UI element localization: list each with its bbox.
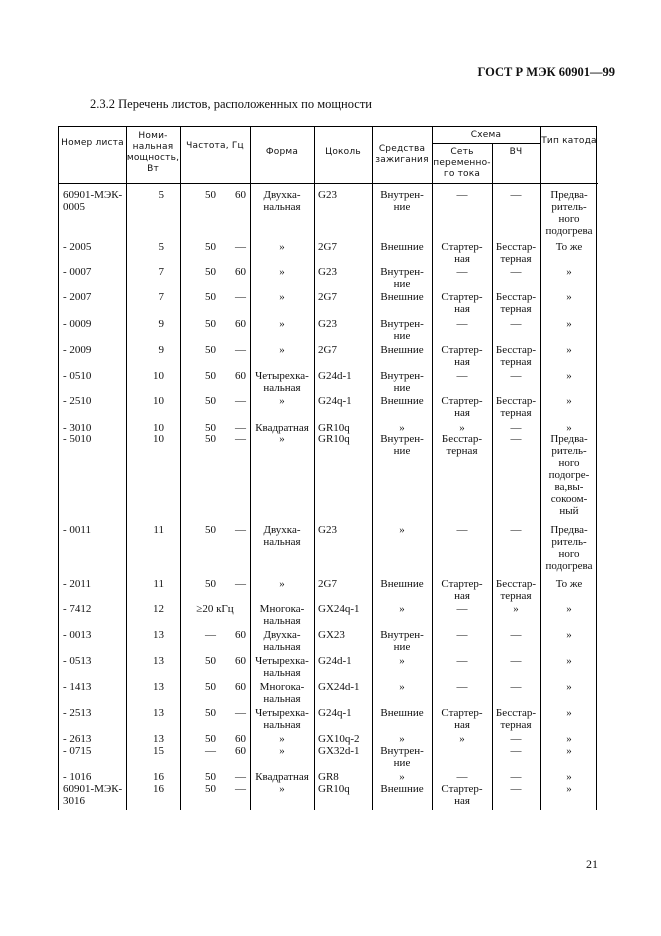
cell-sheet: 60901-МЭК- 0005 xyxy=(63,189,123,213)
cell-ac: Стартер- ная xyxy=(441,344,483,368)
cell-hf: — xyxy=(510,771,522,783)
cell-base: 2G7 xyxy=(318,241,337,253)
cell-form: Двухка- нальная xyxy=(263,189,301,213)
cell-sheet: - 2613 xyxy=(63,733,92,745)
cell-form: Многока- нальная xyxy=(259,681,305,705)
header-power: Номи- нальная мощность, Вт xyxy=(126,131,180,174)
cell-base: G23 xyxy=(318,189,337,201)
cell-base: GX23 xyxy=(318,629,345,641)
cell-sheet: - 2007 xyxy=(63,291,92,303)
cell-cat: » xyxy=(566,291,572,303)
cell-cat: То же xyxy=(555,578,583,590)
cell-power: 13 xyxy=(153,733,164,745)
cell-ac: — xyxy=(456,771,468,783)
cell-f1: 50 xyxy=(205,771,216,783)
cell-cat: » xyxy=(566,318,572,330)
cell-f2: — xyxy=(235,707,246,719)
cell-base: GR10q xyxy=(318,422,350,434)
cell-form: Многока- нальная xyxy=(259,603,305,627)
header-sheet-number: Номер листа xyxy=(61,138,124,148)
cell-hf: — xyxy=(510,370,522,382)
cell-form: » xyxy=(279,783,285,795)
cell-f1: 50 xyxy=(205,344,216,356)
cell-ign: Внутрен- ние xyxy=(380,433,424,457)
cell-hf: — xyxy=(510,189,522,201)
cell-base: GR10q xyxy=(318,783,350,795)
cell-cat: » xyxy=(566,745,572,757)
cell-sheet: - 0013 xyxy=(63,629,92,641)
cell-f1: 50 xyxy=(205,291,216,303)
cell-ign: » xyxy=(399,524,405,536)
cell-f2: 60 xyxy=(235,318,246,330)
cell-ign: Внешние xyxy=(380,395,424,407)
cell-form: » xyxy=(279,745,285,757)
cell-ac: Стартер- ная xyxy=(441,578,483,602)
cell-power: 10 xyxy=(153,422,164,434)
cell-ign: Внутрен- ние xyxy=(380,745,424,769)
cell-form: Четырехка- нальная xyxy=(255,655,309,679)
cell-f2: — xyxy=(235,291,246,303)
cell-f1: 50 xyxy=(205,707,216,719)
cell-power: 7 xyxy=(158,291,164,303)
cell-ign: » xyxy=(399,771,405,783)
cell-form: Квадратная xyxy=(255,771,309,783)
cell-base: G24d-1 xyxy=(318,655,352,667)
cell-ac: Стартер- ная xyxy=(441,707,483,731)
cell-power: 12 xyxy=(153,603,164,615)
cell-ign: » xyxy=(399,603,405,615)
cell-ign: Внутрен- ние xyxy=(380,266,424,290)
cell-sheet: - 1413 xyxy=(63,681,92,693)
cell-f1: 50 xyxy=(205,433,216,445)
cell-form: Квадратная xyxy=(255,422,309,434)
cell-form: » xyxy=(279,733,285,745)
cell-f2: — xyxy=(235,771,246,783)
cell-sheet: - 2513 xyxy=(63,707,92,719)
cell-cat: » xyxy=(566,733,572,745)
cell-ac: — xyxy=(456,370,468,382)
cell-base: GR8 xyxy=(318,771,339,783)
cell-power: 10 xyxy=(153,370,164,382)
cell-cat: То же xyxy=(555,241,583,253)
cell-f1: 50 xyxy=(205,681,216,693)
cell-base: G23 xyxy=(318,266,337,278)
cell-f1: 50 xyxy=(205,655,216,667)
cell-cat: » xyxy=(566,370,572,382)
header-frequency: Частота, Гц xyxy=(186,141,244,151)
cell-sheet: - 2005 xyxy=(63,241,92,253)
cell-f2: 60 xyxy=(235,733,246,745)
cell-f2: 60 xyxy=(235,745,246,757)
cell-f2: — xyxy=(235,783,246,795)
cell-power: 7 xyxy=(158,266,164,278)
cell-cat: Предва- ритель- ного подогрева xyxy=(545,189,593,237)
page-number: 21 xyxy=(586,857,598,871)
cell-power: 9 xyxy=(158,318,164,330)
cell-cat: » xyxy=(566,783,572,795)
cell-hf: — xyxy=(510,681,522,693)
cell-power: 5 xyxy=(158,241,164,253)
cell-f2: — xyxy=(235,395,246,407)
cell-ign: » xyxy=(399,422,405,434)
cell-f2: 60 xyxy=(235,370,246,382)
cell-power: 11 xyxy=(153,524,164,536)
lamp-sheets-table xyxy=(58,126,597,810)
cell-cat: Предва- ритель- ного подогрева xyxy=(545,524,593,572)
cell-f1: 50 xyxy=(205,318,216,330)
cell-f2: 60 xyxy=(235,629,246,641)
cell-sheet: - 2011 xyxy=(63,578,92,590)
cell-cat: Предва- ритель- ного подогре- ва,вы- сокоом- ный xyxy=(548,433,590,517)
cell-sheet: - 2510 xyxy=(63,395,92,407)
cell-hf: — xyxy=(510,733,522,745)
cell-ign: Внешние xyxy=(380,344,424,356)
cell-f1: — xyxy=(205,745,216,757)
cell-hf: Бесстар- терная xyxy=(495,344,537,368)
cell-cat: » xyxy=(566,344,572,356)
cell-ac: Стартер- ная xyxy=(441,241,483,265)
cell-ign: Внутрен- ние xyxy=(380,629,424,653)
cell-power: 9 xyxy=(158,344,164,356)
cell-f1: 50 xyxy=(205,578,216,590)
cell-ign: Внешние xyxy=(380,707,424,719)
cell-ac: — xyxy=(456,318,468,330)
cell-hf: — xyxy=(510,655,522,667)
cell-hf: — xyxy=(510,318,522,330)
cell-base: GR10q xyxy=(318,433,350,445)
cell-sheet: - 2009 xyxy=(63,344,92,356)
cell-form: » xyxy=(279,266,285,278)
cell-hf: Бесстар- терная xyxy=(495,707,537,731)
cell-base: G23 xyxy=(318,524,337,536)
header-cathode: Тип катода xyxy=(541,136,597,146)
cell-freq_combined: ≥20 кГц xyxy=(196,603,234,615)
cell-form: Четырехка- нальная xyxy=(255,707,309,731)
cell-f1: 50 xyxy=(205,524,216,536)
cell-power: 15 xyxy=(153,745,164,757)
cell-f1: — xyxy=(205,629,216,641)
cell-power: 16 xyxy=(153,783,164,795)
cell-ac: — xyxy=(456,629,468,641)
cell-ac: Стартер- ная xyxy=(441,291,483,315)
cell-power: 13 xyxy=(153,629,164,641)
cell-form: » xyxy=(279,291,285,303)
cell-base: 2G7 xyxy=(318,578,337,590)
cell-hf: — xyxy=(510,629,522,641)
cell-form: » xyxy=(279,395,285,407)
cell-base: G24q-1 xyxy=(318,707,352,719)
cell-f1: 50 xyxy=(205,422,216,434)
cell-ign: Внешние xyxy=(380,783,424,795)
cell-base: 2G7 xyxy=(318,344,337,356)
cell-sheet: - 0715 xyxy=(63,745,92,757)
cell-ign: » xyxy=(399,733,405,745)
cell-cat: » xyxy=(566,629,572,641)
cell-f2: 60 xyxy=(235,681,246,693)
cell-power: 11 xyxy=(153,578,164,590)
cell-cat: » xyxy=(566,707,572,719)
cell-ac: Стартер- ная xyxy=(441,395,483,419)
cell-form: Четырехка- нальная xyxy=(255,370,309,394)
cell-hf: — xyxy=(510,524,522,536)
cell-f2: — xyxy=(235,433,246,445)
cell-power: 13 xyxy=(153,655,164,667)
cell-ac: — xyxy=(456,266,468,278)
cell-sheet: - 3010 xyxy=(63,422,92,434)
cell-cat: » xyxy=(566,422,572,434)
cell-base: G23 xyxy=(318,318,337,330)
cell-base: GX10q-2 xyxy=(318,733,360,745)
cell-hf: Бесстар- терная xyxy=(495,578,537,602)
cell-cat: » xyxy=(566,655,572,667)
cell-cat: » xyxy=(566,771,572,783)
cell-sheet: - 0007 xyxy=(63,266,92,278)
cell-form: Двухка- нальная xyxy=(263,524,301,548)
header-scheme-hf: ВЧ xyxy=(509,147,523,157)
cell-hf: — xyxy=(510,266,522,278)
header-form: Форма xyxy=(265,147,299,157)
cell-f2: 60 xyxy=(235,266,246,278)
cell-cat: » xyxy=(566,681,572,693)
cell-sheet: - 0009 xyxy=(63,318,92,330)
cell-ac: — xyxy=(456,655,468,667)
cell-ign: Внешние xyxy=(380,291,424,303)
cell-base: GX24q-1 xyxy=(318,603,360,615)
cell-power: 13 xyxy=(153,681,164,693)
cell-f2: — xyxy=(235,578,246,590)
cell-ac: » xyxy=(459,422,465,434)
cell-ign: Внешние xyxy=(380,578,424,590)
cell-hf: Бесстар- терная xyxy=(495,241,537,265)
cell-ign: » xyxy=(399,655,405,667)
section-title: 2.3.2 Перечень листов, расположенных по мощности xyxy=(90,97,372,111)
cell-f1: 50 xyxy=(205,189,216,201)
cell-ac: — xyxy=(456,524,468,536)
cell-f1: 50 xyxy=(205,266,216,278)
cell-f1: 50 xyxy=(205,395,216,407)
cell-power: 10 xyxy=(153,433,164,445)
cell-f1: 50 xyxy=(205,733,216,745)
header-base: Цоколь xyxy=(325,147,361,157)
cell-f1: 50 xyxy=(205,783,216,795)
cell-hf: — xyxy=(510,433,522,445)
cell-base: G24q-1 xyxy=(318,395,352,407)
cell-f1: 50 xyxy=(205,370,216,382)
cell-f2: — xyxy=(235,241,246,253)
header-ignition: Средства зажигания xyxy=(375,144,429,165)
cell-ign: Внутрен- ние xyxy=(380,318,424,342)
header-scheme-ac: Сеть переменно- го тока xyxy=(433,147,491,179)
cell-cat: » xyxy=(566,395,572,407)
cell-sheet: - 0011 xyxy=(63,524,92,536)
cell-hf: — xyxy=(510,422,522,434)
cell-power: 16 xyxy=(153,771,164,783)
cell-base: 2G7 xyxy=(318,291,337,303)
cell-ign: » xyxy=(399,681,405,693)
col-divider xyxy=(314,127,315,810)
cell-f1: 50 xyxy=(205,241,216,253)
cell-form: » xyxy=(279,318,285,330)
cell-hf: — xyxy=(510,745,522,757)
cell-sheet: 60901-МЭК- 3016 xyxy=(63,783,123,807)
cell-base: GX24d-1 xyxy=(318,681,360,693)
cell-sheet: - 7412 xyxy=(63,603,92,615)
cell-ign: Внешние xyxy=(380,241,424,253)
cell-f2: 60 xyxy=(235,655,246,667)
cell-ac: — xyxy=(456,603,468,615)
cell-form: » xyxy=(279,578,285,590)
cell-form: Двухка- нальная xyxy=(263,629,301,653)
cell-ac: Бесстар- терная xyxy=(441,433,483,457)
cell-ac: Стартер- ная xyxy=(441,783,483,807)
cell-form: » xyxy=(279,241,285,253)
cell-f2: 60 xyxy=(235,189,246,201)
cell-sheet: - 0513 xyxy=(63,655,92,667)
gost-header: ГОСТ Р МЭК 60901—99 xyxy=(477,65,615,79)
cell-form: » xyxy=(279,344,285,356)
cell-f2: — xyxy=(235,422,246,434)
cell-sheet: - 5010 xyxy=(63,433,92,445)
header-bottom-line xyxy=(59,183,598,184)
cell-ac: — xyxy=(456,189,468,201)
cell-cat: » xyxy=(566,603,572,615)
cell-sheet: - 1016 xyxy=(63,771,92,783)
cell-power: 5 xyxy=(158,189,164,201)
cell-ac: » xyxy=(459,733,465,745)
cell-base: GX32d-1 xyxy=(318,745,360,757)
cell-base: G24d-1 xyxy=(318,370,352,382)
cell-sheet: - 0510 xyxy=(63,370,92,382)
cell-f2: — xyxy=(235,524,246,536)
cell-ign: Внутрен- ние xyxy=(380,189,424,213)
cell-hf: Бесстар- терная xyxy=(495,291,537,315)
cell-power: 10 xyxy=(153,395,164,407)
scheme-divider xyxy=(432,143,540,144)
cell-hf: — xyxy=(510,783,522,795)
cell-f2: — xyxy=(235,344,246,356)
cell-ac: — xyxy=(456,681,468,693)
cell-form: » xyxy=(279,433,285,445)
cell-power: 13 xyxy=(153,707,164,719)
cell-ign: Внутрен- ние xyxy=(380,370,424,394)
cell-hf: Бесстар- терная xyxy=(495,395,537,419)
cell-hf: » xyxy=(513,603,519,615)
cell-cat: » xyxy=(566,266,572,278)
header-scheme: Схема xyxy=(470,130,502,140)
